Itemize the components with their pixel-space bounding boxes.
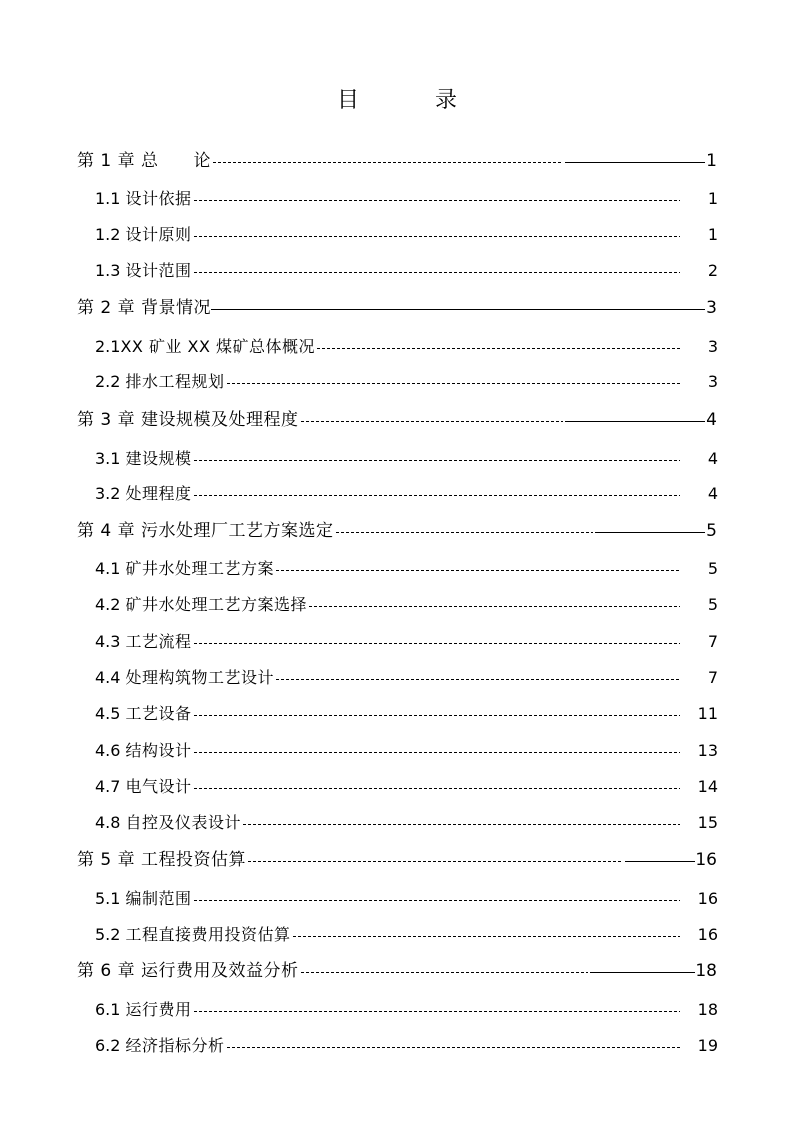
section-number: 5.2 — [95, 925, 121, 944]
toc-title — [0, 86, 794, 116]
toc-section-2-2[interactable] — [95, 370, 718, 394]
chapter-label: 第 5 章 工程投资估算 — [77, 850, 247, 870]
page-number: 2 — [707, 261, 718, 280]
dotted-leader — [276, 679, 680, 680]
section-title: 运行费用 — [125, 1000, 192, 1019]
toc-chapter-5[interactable] — [77, 848, 717, 872]
page-number: 5 — [707, 595, 718, 614]
dotted-leader — [276, 570, 680, 571]
page-number: 16 — [697, 925, 718, 944]
toc-section-4-8[interactable] — [95, 811, 718, 835]
dotted-leader — [194, 900, 680, 901]
dotted-leader — [194, 788, 680, 789]
solid-leader — [565, 162, 705, 163]
toc-section-4-4[interactable] — [95, 666, 718, 690]
toc-section-4-2[interactable] — [95, 593, 718, 617]
dotted-leader — [194, 200, 680, 201]
section-number: 4.6 — [95, 741, 121, 760]
section-title: 建设规模 — [125, 449, 192, 468]
page-number: 18 — [695, 961, 717, 981]
toc-section-4-7[interactable] — [95, 775, 718, 799]
dotted-leader — [194, 460, 680, 461]
page-number: 14 — [697, 777, 718, 796]
page-number: 16 — [697, 889, 718, 908]
page-number: 3 — [706, 298, 717, 318]
dotted-leader — [227, 1047, 680, 1048]
toc-section-1-1[interactable] — [95, 187, 718, 211]
dotted-leader — [194, 752, 680, 753]
section-number: 4.8 — [95, 813, 121, 832]
page-number: 1 — [707, 189, 718, 208]
chapter-label: 第 4 章 污水处理厂工艺方案选定 — [77, 521, 334, 541]
section-title: XX 矿业 XX 煤矿总体概况 — [120, 337, 316, 356]
dotted-leader — [194, 643, 680, 644]
page-number: 4 — [707, 484, 718, 503]
section-title: 矿井水处理工艺方案 — [125, 559, 275, 578]
dotted-leader — [301, 421, 563, 422]
dotted-leader — [317, 348, 680, 349]
dotted-leader — [194, 236, 680, 237]
section-title: 工艺流程 — [125, 632, 192, 651]
chapter-label: 第 1 章 总 论 — [77, 151, 212, 171]
toc-section-5-1[interactable] — [95, 887, 718, 911]
toc-chapter-4[interactable] — [77, 519, 717, 543]
section-title: 设计范围 — [125, 261, 192, 280]
dotted-leader — [336, 532, 593, 533]
section-number: 4.3 — [95, 632, 121, 651]
toc-section-4-1[interactable] — [95, 557, 718, 581]
page-number: 15 — [697, 813, 718, 832]
section-number: 2.1 — [95, 337, 121, 356]
dotted-leader — [243, 824, 680, 825]
dotted-leader — [309, 606, 680, 607]
section-title: 结构设计 — [125, 741, 192, 760]
section-number: 6.2 — [95, 1036, 121, 1055]
page-number: 3 — [707, 372, 718, 391]
toc-section-2-1[interactable] — [95, 335, 718, 359]
section-number: 1.1 — [95, 189, 121, 208]
toc-chapter-3[interactable] — [77, 408, 717, 432]
section-title: 经济指标分析 — [125, 1036, 225, 1055]
toc-section-3-2[interactable] — [95, 482, 718, 506]
toc-title-char-1: 目 — [336, 88, 359, 113]
section-number: 1.2 — [95, 225, 121, 244]
section-number: 4.2 — [95, 595, 121, 614]
section-title: 自控及仪表设计 — [125, 813, 242, 832]
dotted-leader — [194, 715, 680, 716]
toc-section-4-3[interactable] — [95, 630, 718, 654]
dotted-leader — [301, 972, 588, 973]
page-number: 1 — [706, 151, 717, 171]
toc-section-5-2[interactable] — [95, 923, 718, 947]
dotted-leader — [194, 272, 680, 273]
page-number: 11 — [697, 704, 718, 723]
page-number: 4 — [706, 410, 717, 430]
solid-leader — [590, 972, 695, 973]
dotted-leader — [227, 383, 680, 384]
solid-leader — [625, 861, 695, 862]
section-number: 3.2 — [95, 484, 121, 503]
page-number: 1 — [707, 225, 718, 244]
chapter-label: 第 6 章 运行费用及效益分析 — [77, 961, 299, 981]
section-number: 2.2 — [95, 372, 121, 391]
solid-leader — [595, 532, 705, 533]
dotted-leader — [194, 495, 680, 496]
section-title: 矿井水处理工艺方案选择 — [125, 595, 308, 614]
section-title: 编制范围 — [125, 889, 192, 908]
toc-section-6-2[interactable] — [95, 1034, 718, 1058]
section-title: 设计原则 — [125, 225, 192, 244]
section-title: 电气设计 — [125, 777, 192, 796]
section-title: 工程直接费用投资估算 — [125, 925, 291, 944]
section-number: 4.7 — [95, 777, 121, 796]
page-number: 13 — [697, 741, 718, 760]
section-title: 排水工程规划 — [125, 372, 225, 391]
toc-section-6-1[interactable] — [95, 998, 718, 1022]
toc-title-char-2: 录 — [435, 88, 458, 113]
toc-section-4-6[interactable] — [95, 739, 718, 763]
dotted-leader — [194, 1011, 680, 1012]
section-title: 处理程度 — [125, 484, 192, 503]
toc-section-3-1[interactable] — [95, 447, 718, 471]
page-number: 18 — [697, 1000, 718, 1019]
dotted-leader — [293, 936, 680, 937]
section-number: 3.1 — [95, 449, 121, 468]
page-number: 5 — [707, 559, 718, 578]
section-number: 4.4 — [95, 668, 121, 687]
page-number: 19 — [697, 1036, 718, 1055]
page-number: 7 — [707, 668, 718, 687]
section-title: 设计依据 — [125, 189, 192, 208]
page-number: 3 — [707, 337, 718, 356]
chapter-label: 第 3 章 建设规模及处理程度 — [77, 410, 299, 430]
chapter-label: 第 2 章 背景情况 — [77, 298, 212, 318]
section-number: 4.1 — [95, 559, 121, 578]
page-number: 5 — [706, 521, 717, 541]
solid-leader — [565, 421, 705, 422]
toc-chapter-1[interactable] — [77, 149, 717, 173]
section-number: 6.1 — [95, 1000, 121, 1019]
toc-section-1-2[interactable] — [95, 223, 718, 247]
section-number: 5.1 — [95, 889, 121, 908]
solid-leader — [211, 309, 705, 310]
dotted-leader — [213, 162, 563, 163]
page-number: 7 — [707, 632, 718, 651]
toc-chapter-6[interactable] — [77, 959, 717, 983]
page-number: 4 — [707, 449, 718, 468]
section-number: 4.5 — [95, 704, 121, 723]
toc-section-4-5[interactable] — [95, 702, 718, 726]
page-number: 16 — [695, 850, 717, 870]
toc-section-1-3[interactable] — [95, 259, 718, 283]
toc-chapter-2[interactable] — [77, 296, 717, 320]
section-number: 1.3 — [95, 261, 121, 280]
dotted-leader — [248, 861, 623, 862]
section-title: 工艺设备 — [125, 704, 192, 723]
section-title: 处理构筑物工艺设计 — [125, 668, 275, 687]
